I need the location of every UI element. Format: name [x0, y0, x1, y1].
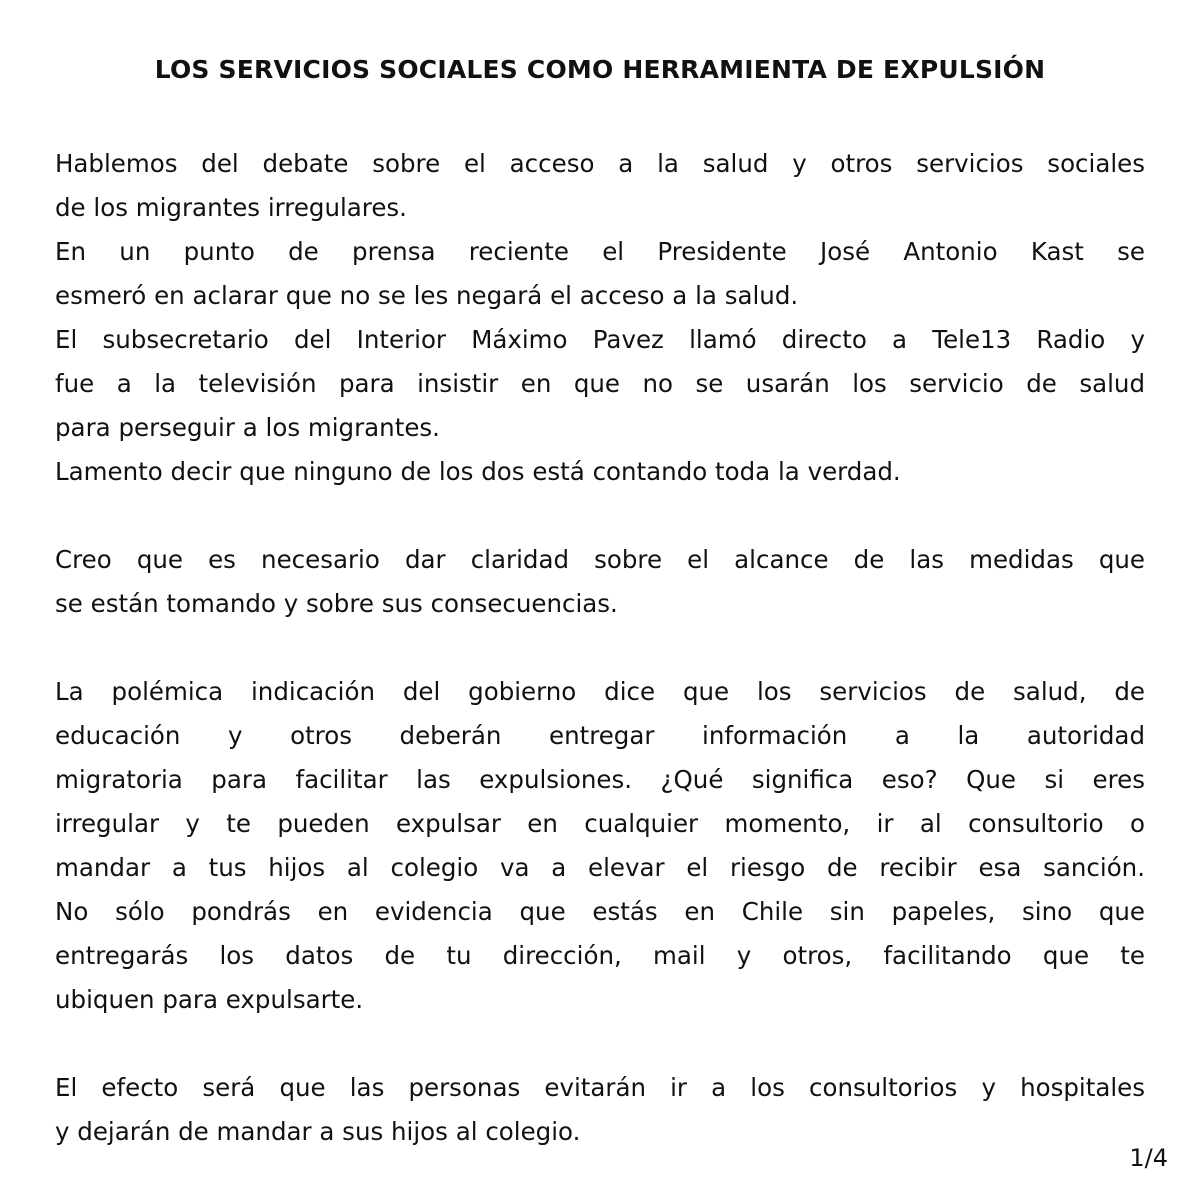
text-line: se están tomando y sobre sus consecuencias. [55, 589, 618, 618]
text-line: educación y otros deberán entregar información a la autoridad [55, 721, 1145, 750]
paragraph-gap [55, 1022, 1145, 1066]
text-line: fue a la televisión para insistir en que no se usarán los servicio de salud [55, 369, 1145, 398]
text-line: entregarás los datos de tu dirección, mail y otros, facilitando que te [55, 941, 1145, 970]
page-indicator: 1/4 [1129, 1144, 1168, 1172]
text-line: Creo que es necesario dar claridad sobre el alcance de las medidas que [55, 545, 1145, 574]
text-line: irregular y te pueden expulsar en cualquier momento, ir al consultorio o [55, 809, 1145, 838]
paragraph [55, 142, 1145, 494]
text-line: mandar a tus hijos al colegio va a elevar el riesgo de recibir esa sanción. [55, 853, 1145, 882]
paragraph-gap [55, 494, 1145, 538]
text-line: ubiquen para expulsarte. [55, 985, 364, 1014]
text-line: esmeró en aclarar que no se les negará el acceso a la salud. [55, 281, 799, 310]
text-line: El efecto será que las personas evitarán ir a los consultorios y hospitales [55, 1073, 1145, 1102]
text-line: para perseguir a los migrantes. [55, 413, 440, 442]
text-line: de los migrantes irregulares. [55, 193, 407, 222]
text-line: El subsecretario del Interior Máximo Pavez llamó directo a Tele13 Radio y [55, 325, 1145, 354]
text-line: No sólo pondrás en evidencia que estás en Chile sin papeles, sino que [55, 897, 1145, 926]
paragraph [55, 670, 1145, 1022]
text-line: En un punto de prensa reciente el Presidente José Antonio Kast se [55, 237, 1145, 266]
text-line: Hablemos del debate sobre el acceso a la salud y otros servicios sociales [55, 149, 1145, 178]
paragraph [55, 1066, 1145, 1154]
text-line: migratoria para facilitar las expulsiones. ¿Qué significa eso? Que si eres [55, 765, 1145, 794]
document-body [55, 142, 1145, 1154]
paragraph-gap [55, 626, 1145, 670]
text-line: La polémica indicación del gobierno dice que los servicios de salud, de [55, 677, 1145, 706]
text-line: Lamento decir que ninguno de los dos está contando toda la verdad. [55, 457, 901, 486]
document-title: LOS SERVICIOS SOCIALES COMO HERRAMIENTA DE EXPULSIÓN [154, 55, 1046, 84]
paragraph [55, 538, 1145, 626]
text-line: y dejarán de mandar a sus hijos al colegio. [55, 1117, 581, 1146]
